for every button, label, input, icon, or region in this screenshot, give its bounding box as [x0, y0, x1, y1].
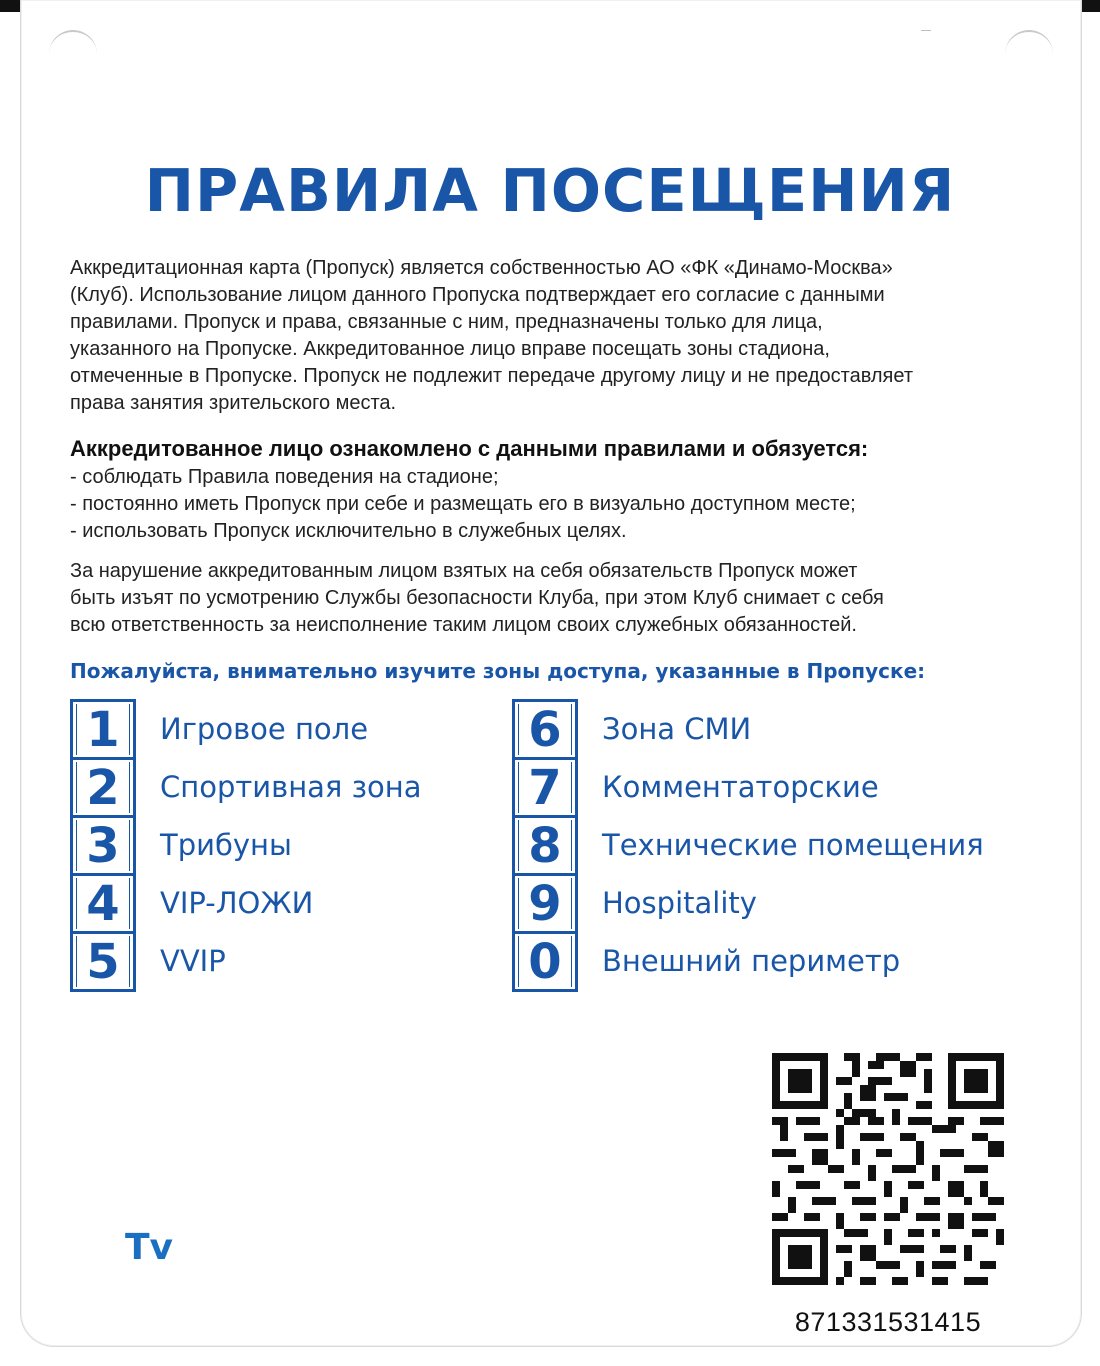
duty-item: - постоянно иметь Пропуск при себе и размещать его в визуально доступном месте; [70, 493, 856, 515]
intro-line: правилами. Пропуск и права, связанные с ним, предназначены только для лица, [70, 311, 823, 333]
punch-hole-left [49, 30, 97, 78]
zone-number: 7 [512, 757, 578, 815]
zone-number: 8 [512, 815, 578, 873]
duty-item: - использовать Пропуск исключительно в служебных целях. [70, 520, 627, 542]
duty-item: - соблюдать Правила поведения на стадионе; [70, 466, 499, 488]
zone-label: VIP-ЛОЖИ [160, 886, 314, 920]
duties-heading: Аккредитованное лицо ознакомлено с данными правилами и обязуется: [70, 436, 869, 461]
zones-heading: Пожалуйста, внимательно изучите зоны доступа, указанные в Пропуске: [70, 659, 926, 683]
duties-section [70, 434, 1060, 545]
zone-number: 5 [70, 931, 136, 992]
intro-paragraph [70, 255, 1060, 417]
violation-line: За нарушение аккредитованным лицом взятых на себя обязательств Пропуск может [70, 560, 858, 582]
violation-paragraph [70, 558, 1060, 639]
zone-label: VVIP [160, 944, 226, 978]
zone-number: 6 [512, 699, 578, 757]
zone-number: 0 [512, 931, 578, 992]
zone-label: Комментаторские [602, 770, 879, 804]
zone-label: Внешний периметр [602, 944, 901, 978]
zone-label: Зона СМИ [602, 712, 752, 746]
violation-line: всю ответственность за неисполнение таким лицом своих служебных обязанностей. [70, 614, 857, 636]
punch-hole-right [1005, 30, 1053, 78]
zone-number: 3 [70, 815, 136, 873]
zone-label: Трибуны [160, 828, 292, 862]
zone-number: 9 [512, 873, 578, 931]
intro-line: отмеченные в Пропуске. Пропуск не подлежит передаче другому лицу и не предоставляет [70, 365, 914, 387]
qr-code-icon [772, 1053, 1004, 1285]
page-title: ПРАВИЛА ПОСЕЩЕНИЯ [144, 156, 956, 225]
zone-label: Спортивная зона [160, 770, 422, 804]
zone-number: 2 [70, 757, 136, 815]
card-mark [921, 30, 931, 36]
intro-line: (Клуб). Использование лицом данного Пропуска подтверждает его согласие с данными [70, 284, 885, 306]
violation-line: быть изъят по усмотрению Службы безопасности Клуба, при этом Клуб снимает с себя [70, 587, 884, 609]
zone-number: 4 [70, 873, 136, 931]
qr-number: 871331531415 [794, 1307, 982, 1337]
zone-label: Технические помещения [602, 828, 984, 862]
intro-line: указанного на Пропуске. Аккредитованное лицо вправе посещать зоны стадиона, [70, 338, 830, 360]
intro-line: Аккредитационная карта (Пропуск) является собственностью АО «ФК «Динамо-Москва» [70, 257, 893, 279]
tv-logo: Tv [125, 1227, 174, 1268]
zone-number: 1 [70, 699, 136, 757]
zone-label: Игровое поле [160, 712, 369, 746]
zone-label: Hospitality [602, 886, 757, 920]
intro-line: права занятия зрительского места. [70, 392, 397, 414]
